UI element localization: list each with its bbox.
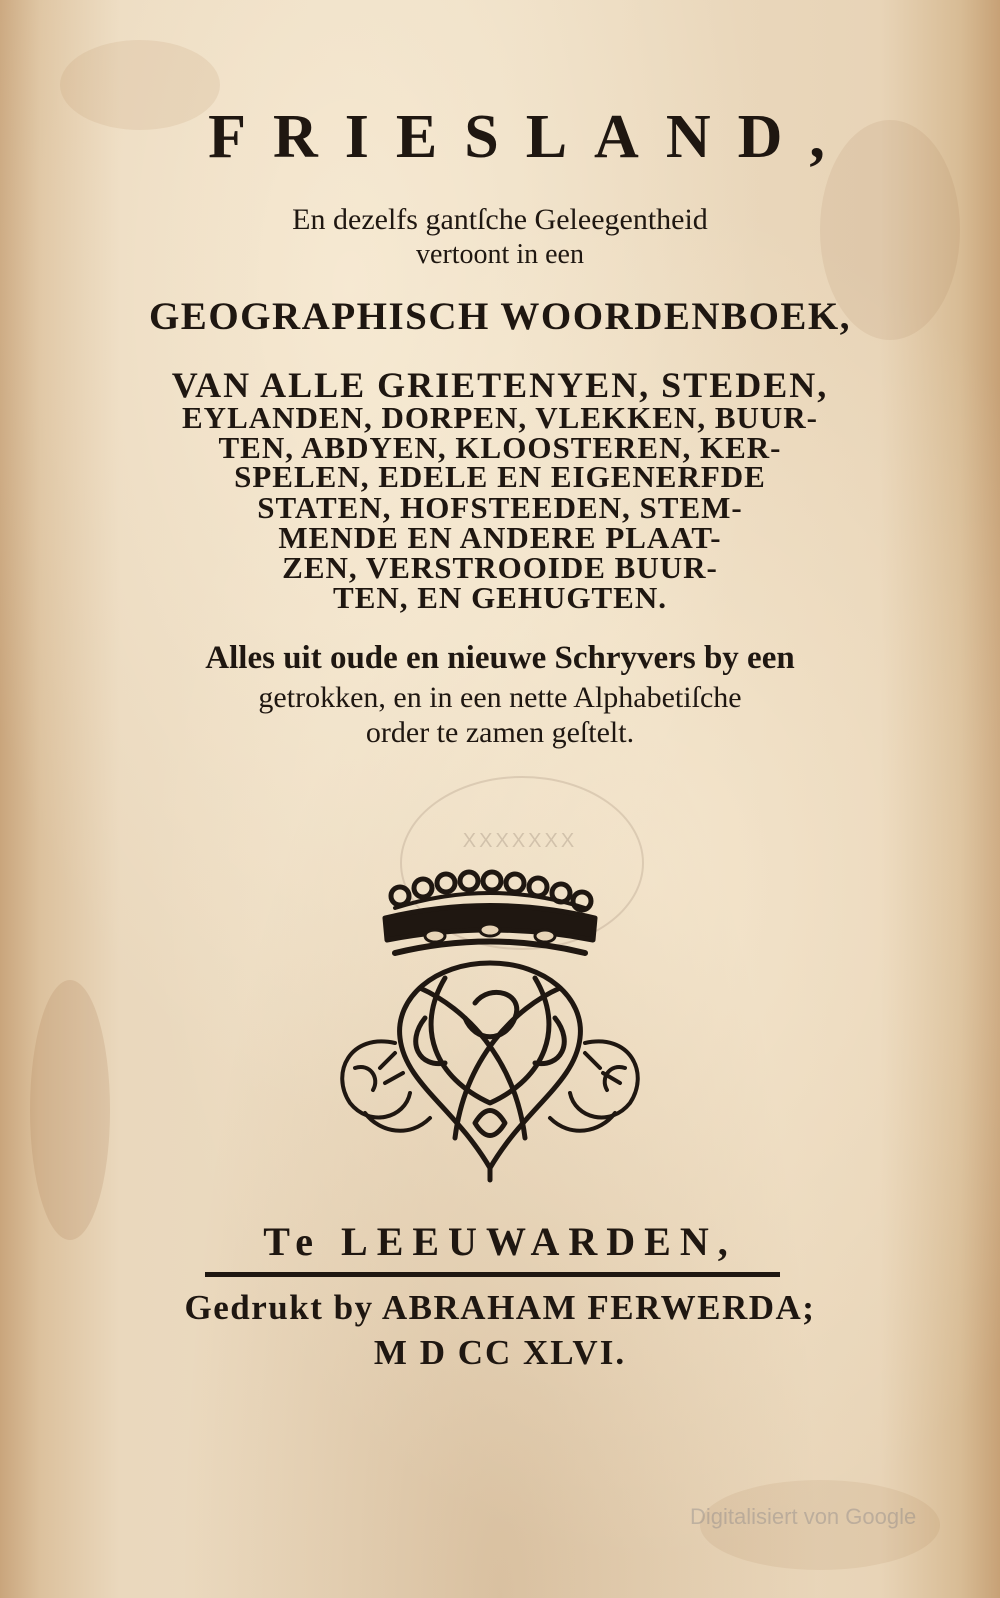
digitization-watermark: Digitalisiert von Google [690, 1504, 917, 1529]
printer-line: Gedrukt by ABRAHAM FERWERDA; [184, 1288, 816, 1327]
contents-line: EYLANDEN, DORPEN, VLEKKEN, BUUR- [182, 400, 818, 435]
contents-line: VAN ALLE GRIETENYEN, STEDEN, [171, 365, 829, 405]
description-line: getrokken, en in een nette Alphabetiſche [258, 681, 742, 714]
subtitle-line-1: En dezelfs gantſche Geleegentheid [292, 203, 708, 236]
subtitle-line-2: vertoont in een [416, 239, 584, 270]
publication-year: M D CC XLVI. [373, 1333, 627, 1372]
main-heading: GEOGRAPHISCH WOORDENBOEK, [148, 295, 852, 338]
contents-line: MENDE EN ANDERE PLAAT- [278, 520, 722, 555]
place-of-printing: Te LEEUWARDEN, [263, 1219, 737, 1264]
divider-rule [205, 1272, 780, 1277]
contents-line: ZEN, VERSTROOIDE BUUR- [282, 550, 718, 585]
contents-line: TEN, ABDYEN, KLOOSTEREN, KER- [218, 430, 782, 465]
book-title: FRIESLAND, [208, 103, 852, 171]
foliage-icon [342, 1041, 638, 1130]
contents-line: SPELEN, EDELE EN EIGENERFDE [234, 459, 766, 494]
monogram-icon [400, 963, 581, 1180]
description-line: Alles uit oude en nieuwe Schryvers by een [205, 640, 795, 676]
crowned-monogram-emblem [325, 868, 655, 1198]
contents-line: TEN, EN GEHUGTEN. [333, 580, 667, 615]
crown-icon [385, 872, 595, 953]
paper-stain [30, 980, 110, 1240]
library-stamp-text: XXXXXXX [462, 830, 578, 852]
contents-line: STATEN, HOFSTEEDEN, STEM- [257, 490, 743, 525]
description-line: order te zamen geſtelt. [365, 716, 635, 749]
